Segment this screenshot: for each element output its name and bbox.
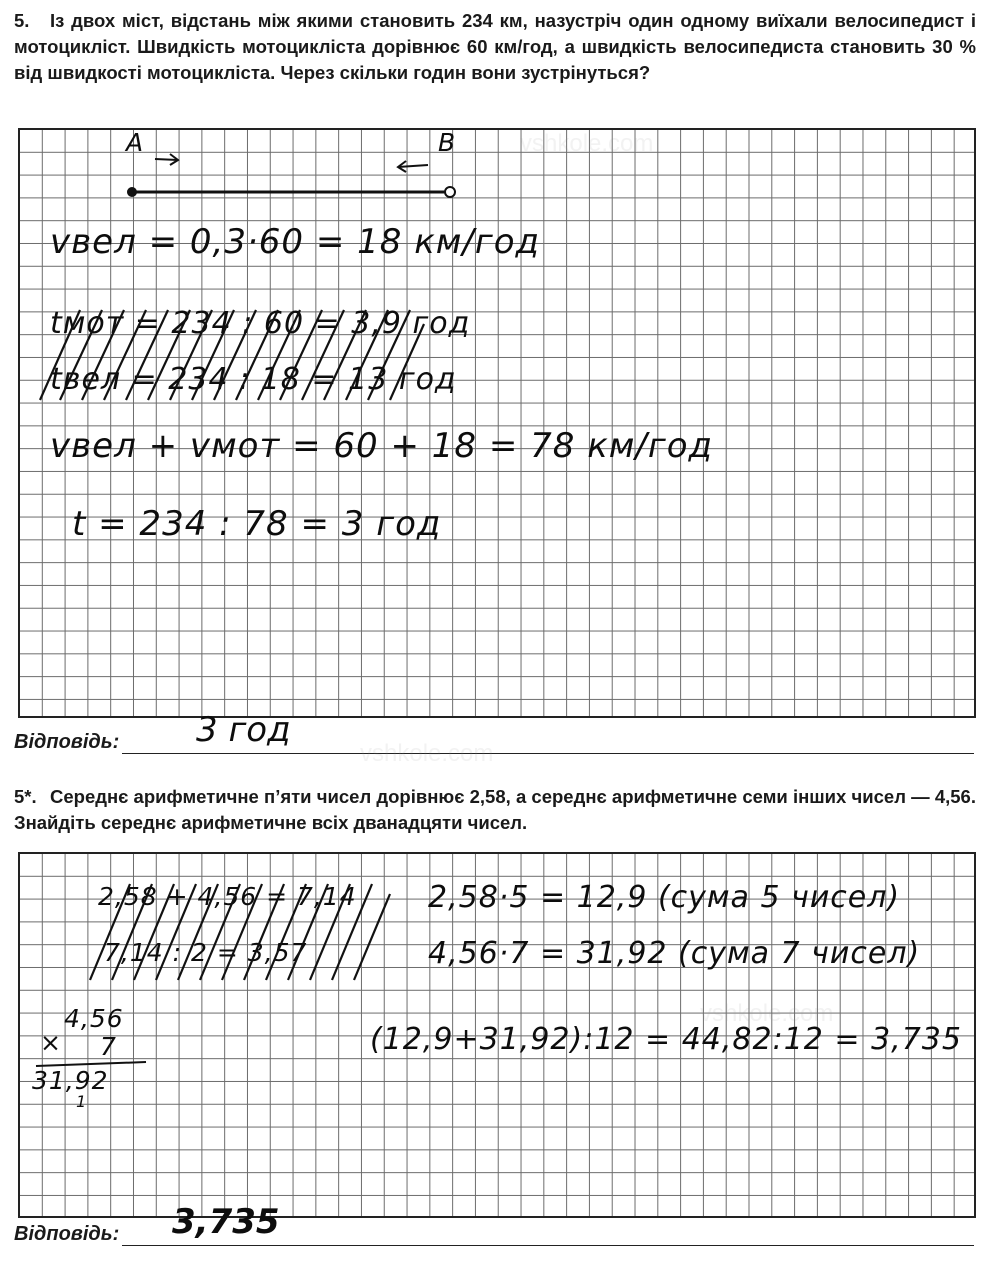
- solution-grid-5star[interactable]: [18, 852, 976, 1218]
- column-result: 31,92: [32, 1066, 109, 1095]
- answer-value-5: 3 год: [196, 710, 291, 750]
- problem-5star-text: Середнє арифметичне п’яти чисел дорівнює 2,58, а середнє арифметичне семи інших чисел — 4,56. Знайдіть середнє арифметичне всіх дванадцяти чисел.: [14, 786, 976, 833]
- column-top: 4,56: [64, 1004, 124, 1033]
- arrow-a-line: [155, 159, 178, 160]
- work-line-struck-2: tвел = 234 : 18 = 13 год: [50, 362, 457, 397]
- problem-5-text: Із двох міст, відстань між якими становить 234 км, назустріч один одному виїхали велосипедист і мотоцикліст. Швидкість мотоцикліста дорівнює 60 км/год, а швидкість велосипедиста становить 30 % від швидкості мотоцикліста. Через скільки годин вони зустрінуться?: [14, 10, 976, 83]
- solution-grid-5[interactable]: [18, 128, 976, 718]
- watermark: vshkole.com: [360, 740, 494, 767]
- answer-row-5star: [14, 1202, 974, 1252]
- work-line-time: t = 234 : 78 = 3 год: [72, 504, 442, 544]
- arrow-b-head: [398, 161, 406, 172]
- work-struck-sum: 2,58 + 4,56 = 7,14: [98, 882, 357, 911]
- arrow-a-head: [170, 154, 178, 165]
- problem-5-number: 5.: [14, 10, 30, 31]
- answer-line-5star[interactable]: [122, 1245, 974, 1246]
- problem-5-statement: [14, 8, 976, 86]
- work-struck-average: 7,14 : 2 = 3,57: [104, 938, 308, 967]
- point-a-label: A: [126, 128, 145, 157]
- work-line-struck-1: tмот = 234 : 60 = 3,9 год: [50, 306, 471, 341]
- point-b-label: B: [438, 128, 457, 157]
- column-multiplier: 7: [100, 1032, 117, 1061]
- work-line-speed-bike: vвел = 0,3·60 = 18 км/год: [50, 222, 541, 262]
- work-line-closing-speed: vвел + vмот = 60 + 18 = 78 км/год: [50, 426, 714, 466]
- distance-diagram: [20, 130, 978, 720]
- answer-row-5: [14, 710, 974, 760]
- problem-5star-number: 5*.: [14, 786, 37, 807]
- work-sum-seven: 4,56·7 = 31,92 (сума 7 чисел): [428, 936, 921, 971]
- problem-5star-statement: [14, 784, 976, 836]
- answer-label-5: Відповідь:: [14, 731, 120, 753]
- work-total-average: (12,9+31,92):12 = 44,82:12 = 3,735: [370, 1022, 962, 1057]
- column-sign: ×: [40, 1028, 62, 1057]
- answer-value-5star: 3,735: [172, 1202, 280, 1242]
- work-sum-five: 2,58·5 = 12,9 (сума 5 чисел): [428, 880, 901, 915]
- point-a-dot: [127, 187, 137, 197]
- strike-hatching-5: [20, 130, 978, 720]
- column-carry: 1: [76, 1092, 88, 1111]
- answer-line-5[interactable]: [122, 753, 974, 754]
- arrow-b-line: [398, 165, 428, 167]
- answer-label-5star: Відповідь:: [14, 1223, 120, 1245]
- point-b-dot: [445, 187, 455, 197]
